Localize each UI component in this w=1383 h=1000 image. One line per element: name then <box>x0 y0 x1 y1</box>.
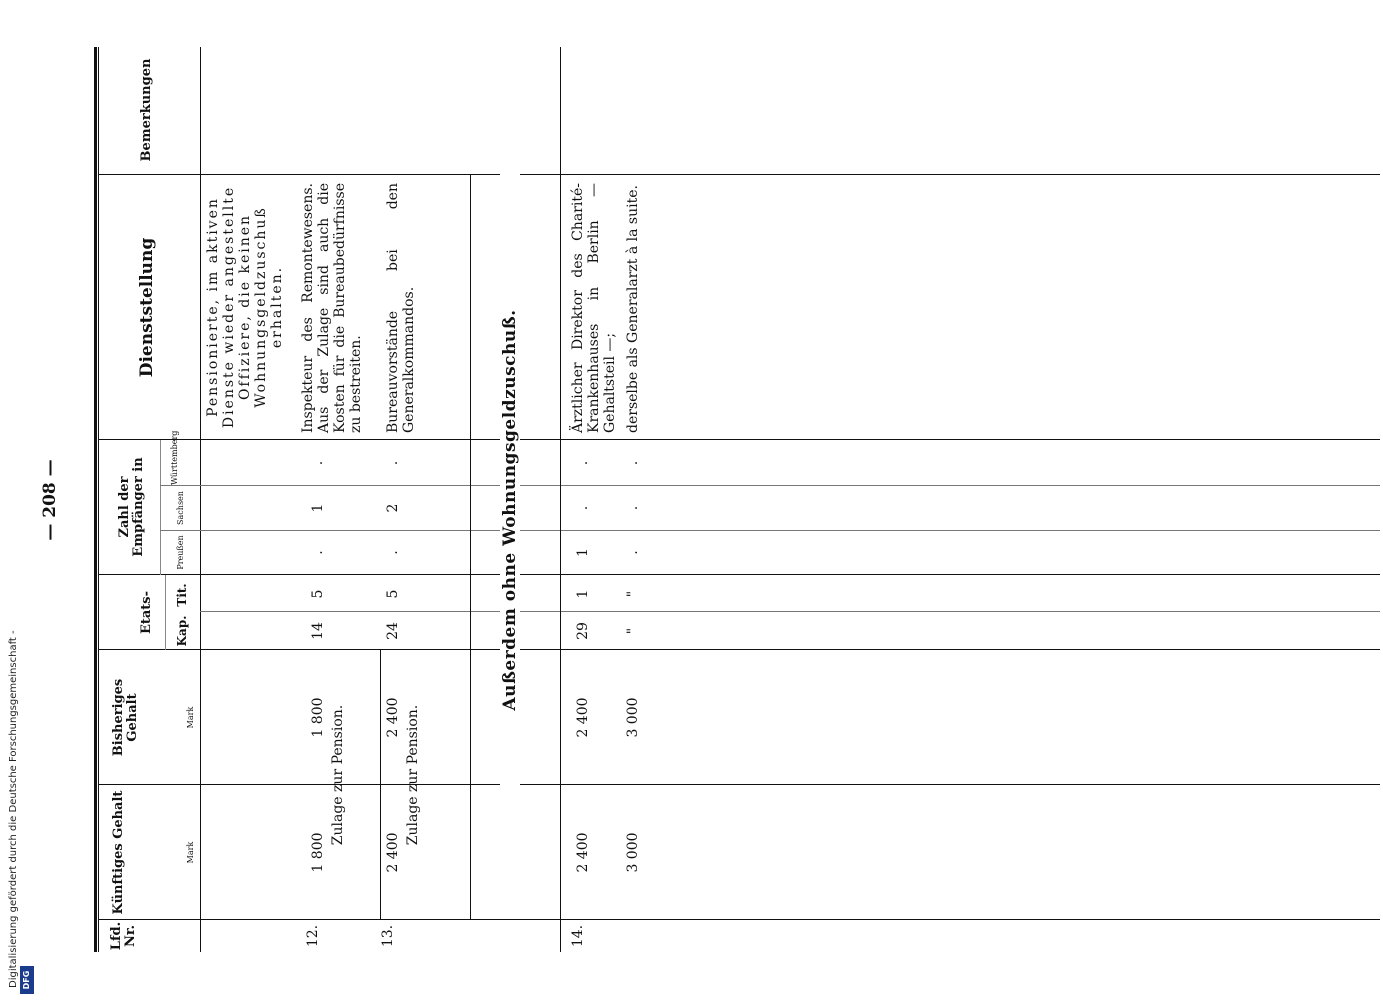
row-13-preussen: . <box>385 550 401 555</box>
header-kap: Kap. <box>175 615 189 647</box>
row-13-zulage: Zulage zur Pension. <box>405 704 421 846</box>
header-zahl: Zahl der Empfänger in <box>117 457 146 557</box>
section-top-rule <box>470 175 471 920</box>
table-top-rule-2 <box>98 47 99 952</box>
header-etats: Etats- <box>139 590 154 635</box>
row-15-sachsen: . <box>625 505 641 511</box>
row-12-nr: 12. <box>305 924 321 948</box>
row-13-bisherig: 2 400 <box>385 697 401 738</box>
header-bottom-rule <box>200 47 201 952</box>
row-15-kap: " <box>625 627 641 635</box>
header-sachsen: Sachsen <box>176 491 185 525</box>
row-15-kuenftig: 3 000 <box>625 832 641 873</box>
header-preussen: Preußen <box>176 535 185 570</box>
row-14-preussen: 1 <box>575 548 591 557</box>
row-13-rule <box>380 650 381 920</box>
row-12-sachsen: 1 <box>310 503 326 513</box>
row-14-kuenftig: 2 400 <box>575 832 591 873</box>
header-tit: Tit. <box>175 583 189 607</box>
row-12-tit: 5 <box>310 589 326 599</box>
row-12-preussen: . <box>310 550 326 555</box>
header-nr: Lfd. Nr. <box>109 921 138 951</box>
row-14-sachsen: . <box>575 505 591 511</box>
body-sep-4 <box>200 574 1380 575</box>
row-15-wuerttemberg: . <box>625 460 641 466</box>
intro-note: Pensionierte, im aktiven Dienste wieder angestellte Offiziere, die keinen Wohnungsgeldzuschuß erhalten. <box>205 185 285 429</box>
body-sub-zahl-2 <box>200 485 1380 486</box>
body-sub-zahl-1 <box>200 530 1380 531</box>
row-13-kuenftig: 2 400 <box>385 832 401 873</box>
row-13-tit: 5 <box>385 589 401 599</box>
zahl-sub-rule <box>160 440 161 575</box>
unit-kuenftig: Mark <box>186 841 195 864</box>
row-15-preussen: . <box>625 550 641 555</box>
body-sep-6 <box>200 174 1380 175</box>
row-13-wuerttemberg: . <box>385 460 401 466</box>
row-12-kap: 14 <box>310 622 326 640</box>
body-sep-2 <box>200 784 1380 785</box>
header-wuerttemberg: Württemberg <box>170 430 179 485</box>
row-12-wuerttemberg: . <box>310 460 326 466</box>
page-number: — 208 — <box>40 459 60 541</box>
col-sep-2 <box>98 784 200 785</box>
row-14-dienststellung: Ärztlicher Direktor des Charité-Krankenhauses in Berlin — Gehaltsteil —; <box>570 183 618 433</box>
row-14-wuerttemberg: . <box>575 460 591 466</box>
body-sep-3 <box>200 649 1380 650</box>
row-12-zulage: Zulage zur Pension. <box>330 704 346 846</box>
row-13-dienststellung: Bureauvorstände bei den Generalkommandos. <box>385 183 417 433</box>
header-dienststellung: Dienststellung <box>137 237 157 378</box>
row-14-nr: 14. <box>570 924 586 948</box>
etats-sub-rule <box>165 575 166 650</box>
header-bisheriges-gehalt: Bisheriges Gehalt <box>111 678 140 757</box>
col-sep-6 <box>98 174 200 175</box>
unit-bisherig: Mark <box>186 706 195 729</box>
col-sep-5 <box>98 439 200 440</box>
row-13-kap: 24 <box>385 622 401 640</box>
row-13-nr: 13. <box>380 924 396 948</box>
row-14-bisherig: 2 400 <box>575 697 591 738</box>
table-top-rule <box>94 47 97 952</box>
row-15-bisherig: 3 000 <box>625 697 641 738</box>
row-12-bisherig: 1 800 <box>310 697 326 738</box>
row-15-dienststellung: derselbe als Generalarzt à la suite. <box>625 185 641 433</box>
dfg-logo: DFG <box>20 966 34 994</box>
header-kuenftiges-gehalt: Künftiges Gehalt <box>111 790 126 915</box>
section-heading: Außerdem ohne Wohnungsgeldzuschuß. <box>500 170 520 850</box>
header-bemerkungen: Bemerkungen <box>139 58 154 162</box>
body-sep-1 <box>200 919 1380 920</box>
row-12-dienststellung: Inspekteur des Remontewesens. Aus der Zulage sind auch die Kosten für die Bureaubedürfnisse zu bestreiten. <box>300 183 364 433</box>
body-sep-5 <box>200 439 1380 440</box>
section-bottom-rule <box>560 47 561 952</box>
row-15-tit: " <box>625 590 641 598</box>
row-14-tit: 1 <box>575 589 591 599</box>
row-12-kuenftig: 1 800 <box>310 832 326 873</box>
row-13-sachsen: 2 <box>385 503 401 513</box>
body-sub-etats <box>200 611 1380 612</box>
row-14-kap: 29 <box>575 622 591 640</box>
footer-text: Digitalisierung gefördert durch die Deutsche Forschungsgemeinschaft - <box>8 630 19 988</box>
